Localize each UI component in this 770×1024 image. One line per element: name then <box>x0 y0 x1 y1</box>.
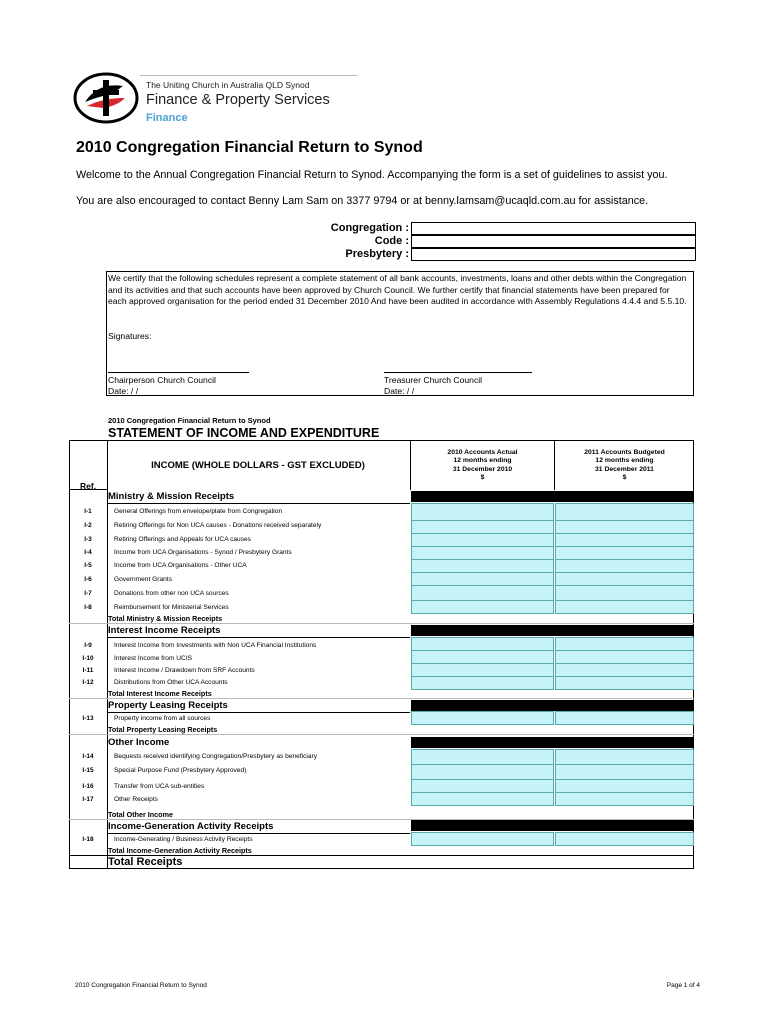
row-divider <box>69 734 694 735</box>
input-2010-i3[interactable] <box>411 533 554 547</box>
certification-text: We certify that the following schedules represent a complete statement of all bank accounts, investments, loans and other debts within the Congregation and its activities and that such accounts have been approved by Church Council. We further certify that financial statements have been prepared for each approved organisation for the period ended 31 December 2010 And have been audited in accordance with Assembly Regulations 4.4.4 and 5.5.10. <box>108 273 687 306</box>
input-2010-i1[interactable] <box>411 503 554 521</box>
input-2011-i11[interactable] <box>555 663 694 677</box>
ref-header: Ref. <box>80 481 97 491</box>
section-title-other: Other Income <box>108 737 170 748</box>
input-2010-i14[interactable] <box>411 749 554 765</box>
input-2010-i4[interactable] <box>411 546 554 560</box>
org-line-3: Finance <box>146 112 188 124</box>
row-code: I-18 <box>82 836 94 843</box>
treasurer-signature-line[interactable] <box>384 372 532 373</box>
row-label: Retiring Offerings for Non UCA causes - Donations received separately <box>114 522 322 529</box>
row-label: Income from UCA Organisations - Synod / Presbytery Grants <box>114 549 292 556</box>
input-2011-i14[interactable] <box>555 749 694 765</box>
row-code: I-5 <box>84 562 92 569</box>
org-line-1: The Uniting Church in Australia QLD Synod <box>146 80 310 90</box>
table-divider <box>107 440 108 869</box>
row-label: Government Grants <box>114 576 172 583</box>
col-2011-line: 2011 Accounts Budgeted <box>584 449 665 456</box>
section-title-property: Property Leasing Receipts <box>108 699 410 713</box>
input-2011-i16[interactable] <box>555 779 694 793</box>
page-title: 2010 Congregation Financial Return to Synod <box>76 139 423 156</box>
total-ministry: Total Ministry & Mission Receipts <box>108 614 223 623</box>
input-2011-i1[interactable] <box>555 503 694 521</box>
row-code: I-16 <box>82 783 94 790</box>
row-label: Bequests received identifying Congregation/Presbytery as beneficiary <box>114 753 318 760</box>
section-band <box>411 820 694 831</box>
intro-text-2: You are also encouraged to contact Benny Lam Sam on 3377 9794 or at benny.lamsam@ucaqld.com.au for assistance. <box>76 195 649 207</box>
income-header: INCOME (WHOLE DOLLARS - GST EXCLUDED) <box>151 460 365 471</box>
chair-signature-line[interactable] <box>108 372 249 373</box>
input-2011-i18[interactable] <box>555 832 694 846</box>
input-2011-i9[interactable] <box>555 637 694 651</box>
row-code: I-1 <box>84 508 92 515</box>
row-label: Retiring Offerings and Appeals for UCA causes <box>114 536 251 543</box>
row-code: I-6 <box>84 576 92 583</box>
congregation-label: Congregation : <box>330 222 409 234</box>
section-title-interest: Interest Income Receipts <box>108 624 410 638</box>
input-2011-i2[interactable] <box>555 520 694 534</box>
input-2010-i13[interactable] <box>411 711 554 725</box>
input-2010-i8[interactable] <box>411 600 554 614</box>
input-2010-i12[interactable] <box>411 676 554 690</box>
presbytery-field[interactable] <box>411 248 696 261</box>
total-property: Total Property Leasing Receipts <box>108 725 218 734</box>
section-title-ministry: Ministry & Mission Receipts <box>108 490 410 504</box>
total-other: Total Other Income <box>108 810 173 819</box>
col-2011-line: $ <box>622 473 627 481</box>
org-line-2: Finance & Property Services <box>146 92 330 108</box>
input-2010-i11[interactable] <box>411 663 554 677</box>
row-label: Distributions from Other UCA Accounts <box>114 679 228 686</box>
signatures-label: Signatures: <box>108 331 152 341</box>
page-number: Page 1 of 4 <box>666 982 700 989</box>
row-label: Income-Generating / Business Activity Receipts <box>114 836 253 843</box>
row-label: Interest Income / Drawdown from SRF Accounts <box>114 667 255 674</box>
input-2010-i16[interactable] <box>411 779 554 793</box>
row-label: Interest Income from Investments with Non UCA Financial Institutions <box>114 642 317 649</box>
section-band <box>411 737 694 748</box>
input-2010-i17[interactable] <box>411 792 554 806</box>
chair-date: Date: / / <box>108 386 139 396</box>
input-2011-i12[interactable] <box>555 676 694 690</box>
row-code: I-10 <box>82 655 94 662</box>
col-2010-line: 12 months ending <box>453 457 512 465</box>
uniting-church-logo <box>73 72 139 124</box>
row-code: I-14 <box>82 753 94 760</box>
input-2011-i13[interactable] <box>555 711 694 725</box>
section-title-income-generation: Income-Generation Activity Receipts <box>108 820 410 834</box>
col-2011-header <box>555 449 694 482</box>
row-code: I-8 <box>84 604 92 611</box>
section-band <box>411 700 694 711</box>
row-code: I-17 <box>82 796 94 803</box>
grand-total-label: Total Receipts <box>108 856 183 868</box>
row-label: Other Receipts <box>114 796 158 803</box>
statement-title: STATEMENT OF INCOME AND EXPENDITURE <box>108 426 380 440</box>
row-label: Special Purpose Fund (Presbytery Approved) <box>114 767 247 774</box>
row-label: Interest Income from UCIS <box>114 655 193 662</box>
row-code: I-15 <box>82 767 94 774</box>
section-band <box>411 625 694 636</box>
row-label: Transfer from UCA sub-entities <box>114 783 205 790</box>
col-2011-line: 31 December 2011 <box>595 465 654 473</box>
input-2011-i10[interactable] <box>555 650 694 664</box>
row-code: I-3 <box>84 536 92 543</box>
section-band <box>411 491 694 502</box>
presbytery-label: Presbytery : <box>345 248 409 260</box>
row-label: Income from UCA Organisations - Other UCA <box>114 562 247 569</box>
row-code: I-12 <box>82 679 94 686</box>
total-income-generation: Total Income-Generation Activity Receipts <box>108 846 252 855</box>
chair-label: Chairperson Church Council <box>108 375 216 385</box>
col-2010-header <box>411 449 554 482</box>
total-interest: Total Interest Income Receipts <box>108 689 212 698</box>
col-2010-line: 2010 Accounts Actual <box>447 449 518 456</box>
header-rule <box>140 75 358 76</box>
row-label: Property income from all sources <box>114 715 211 722</box>
input-2011-i5[interactable] <box>555 559 694 573</box>
row-code: I-2 <box>84 522 92 529</box>
row-code: I-9 <box>84 642 92 649</box>
row-label: Donations from other non UCA sources <box>114 590 229 597</box>
col-2010-line: $ <box>480 473 485 481</box>
row-code: I-7 <box>84 590 92 597</box>
footer-left: 2010 Congregation Financial Return to Synod <box>75 982 207 989</box>
row-code: I-4 <box>84 549 92 556</box>
row-code: I-13 <box>82 715 94 722</box>
treasurer-label: Treasurer Church Council <box>384 375 483 385</box>
input-2011-i17[interactable] <box>555 792 694 806</box>
statement-subtitle: 2010 Congregation Financial Return to Synod <box>108 416 271 425</box>
code-label: Code : <box>374 235 409 247</box>
input-2011-i7[interactable] <box>555 585 694 601</box>
input-2011-i6[interactable] <box>555 572 694 586</box>
input-2010-i5[interactable] <box>411 559 554 573</box>
input-2010-i15[interactable] <box>411 764 554 780</box>
input-2010-i6[interactable] <box>411 572 554 586</box>
code-field[interactable] <box>411 235 696 248</box>
input-2010-i10[interactable] <box>411 650 554 664</box>
input-2011-i4[interactable] <box>555 546 694 560</box>
col-2010-line: 31 December 2010 <box>452 465 513 473</box>
input-2011-i3[interactable] <box>555 533 694 547</box>
input-2011-i8[interactable] <box>555 600 694 614</box>
row-label: Reimbursement for Ministerial Services <box>114 604 229 611</box>
input-2010-i18[interactable] <box>411 832 554 846</box>
input-2010-i9[interactable] <box>411 637 554 651</box>
row-code: I-11 <box>82 667 94 674</box>
row-label: General Offerings from envelope/plate from Congregation <box>114 508 283 515</box>
congregation-field[interactable] <box>411 222 696 235</box>
treasurer-date: Date: / / <box>384 386 415 396</box>
col-2011-line: 12 months ending <box>595 457 654 465</box>
intro-text-1: Welcome to the Annual Congregation Financial Return to Synod. Accompanying the form is a set of guidelines to assist you. <box>76 169 668 181</box>
input-2010-i2[interactable] <box>411 520 554 534</box>
input-2010-i7[interactable] <box>411 585 554 601</box>
input-2011-i15[interactable] <box>555 764 694 780</box>
